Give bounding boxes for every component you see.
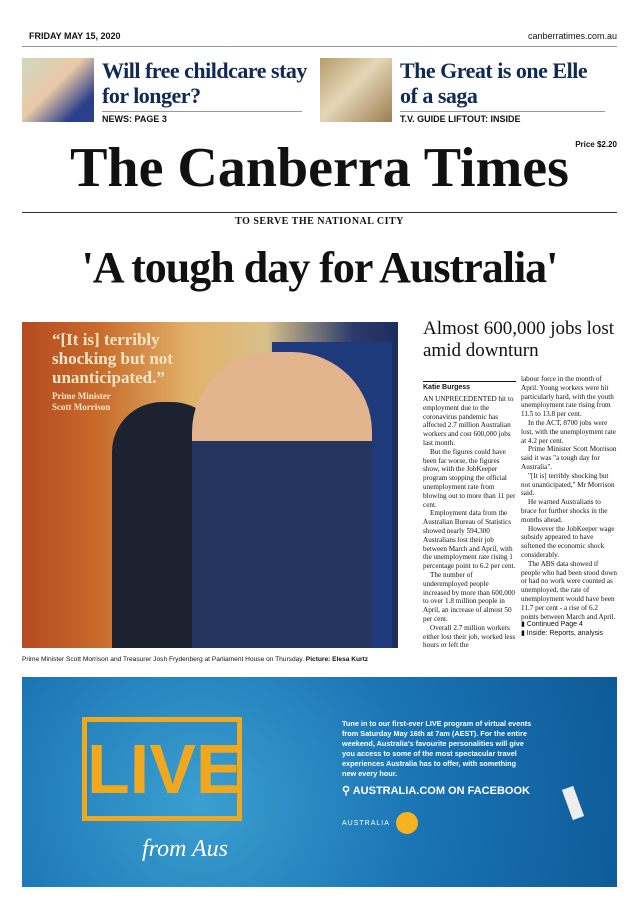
attr-name: Scott Morrison xyxy=(52,402,111,412)
photo-credit: Picture: Elesa Kurtz xyxy=(305,656,369,663)
childcare-thumbnail[interactable] xyxy=(22,58,94,122)
search-icon: ⚲ xyxy=(342,785,353,797)
lead-photo[interactable] xyxy=(22,322,398,648)
pull-quote: “[It is] terribly shocking but not unanticipated.” xyxy=(52,330,173,387)
paragraph: But the figures could have been far worse, the figures show, with the JobKeeper program stopping the official unemployment rate from blowing out to more than 11 per cent. xyxy=(423,447,516,509)
story-column-1 xyxy=(423,381,516,650)
divider xyxy=(22,46,617,47)
from-aus-script: from Aus xyxy=(142,836,229,862)
motto: TO SERVE THE NATIONAL CITY xyxy=(235,216,404,227)
paragraph: Employment data from the Australian Bureau of Statistics showed nearly 594,300 Australians lost their job between March and April, with the unemployment rate rising 1 percentage point to 6.2 per cent. xyxy=(423,509,516,571)
issue-date: FRIDAY MAY 15, 2020 xyxy=(29,31,121,41)
paragraph: "[It is] terribly shocking but not unanticipated," Mr Morrison said. xyxy=(521,471,615,498)
divider xyxy=(22,212,617,213)
paragraph: In the ACT, 8700 jobs were lost, with the unemployment rate at 4.2 per cent. xyxy=(521,418,616,445)
paragraph: The ABS data showed if people who had been stood down or had no work were counted as unemployed, the rate of unemployment would have been 11.7 per cent - a rise of 6.2 points between March and April. xyxy=(521,559,618,621)
masthead-logo: The Canberra Times xyxy=(70,137,569,199)
quote-attribution xyxy=(52,391,202,413)
ad-link[interactable] xyxy=(342,785,532,798)
teaser-headline[interactable]: The Great is one Elle of a saga xyxy=(400,58,588,108)
kangaroo-logo-icon xyxy=(396,812,418,834)
teaser-label: T.V. GUIDE LIFTOUT: INSIDE xyxy=(400,111,605,124)
story-subhead[interactable]: Almost 600,000 jobs lost amid downturn xyxy=(423,318,615,361)
byline: Katie Burgess xyxy=(423,381,516,392)
australia-brand: AUSTRALIA xyxy=(342,819,390,827)
photo-caption xyxy=(22,656,400,664)
paragraph: Overall 2.7 million workers either lost their job, worked less hours or left the xyxy=(423,623,516,650)
continued-link[interactable]: ▮ Continued Page 4 xyxy=(521,621,583,629)
teaser-label: NEWS: PAGE 3 xyxy=(102,111,302,124)
website-link[interactable]: canberratimes.com.au xyxy=(527,31,617,41)
ad-body: Tune in to our first-ever LIVE program of virtual events from Saturday May 16th at 7am (AEST). For the entire weekend, Australia's favourite personalities will give you access to some of the most spectacular travel experiences Australia has to offer, with something new every hour. xyxy=(342,719,532,778)
main-headline: 'A tough day for Australia' xyxy=(81,243,558,292)
paragraph: labour force in the month of April. Young workers were hit particularly hard, with the youth unemployment rate rising from 11.5 to 13.8 per cent. xyxy=(521,375,614,419)
paragraph: However the JobKeeper wage subsidy appeared to have softened the economic shock considerably. xyxy=(521,524,615,559)
caption-text: Prime Minister Scott Morrison and Treasurer Josh Frydenberg at Parliament House on Thursday. xyxy=(22,656,304,663)
ad-link-text: AUSTRALIA.COM ON FACEBOOK xyxy=(352,785,530,797)
paragraph: The number of underemployed people increased by more than 600,000 to over 1.8 million people in April, an increase of almost 50 per cent. xyxy=(423,570,516,623)
inside-link[interactable]: ▮ Inside: Reports, analysis xyxy=(521,630,604,638)
price: Price $2.20 xyxy=(575,140,617,149)
quote-box xyxy=(52,330,202,413)
tourism-advertisement[interactable] xyxy=(22,677,617,887)
live-logo: LIVE xyxy=(82,717,242,821)
the-great-thumbnail[interactable] xyxy=(320,58,392,122)
paragraph: AN UNPRECEDENTED hit to employment due to the coronavirus pandemic has affected 2.7 million Australian workers and cost 600,000 jobs last month. xyxy=(423,395,514,447)
morrison-figure xyxy=(192,352,372,648)
paragraph: He warned Australians to brace for further shocks in the months ahead. xyxy=(521,498,608,524)
ad-copy xyxy=(342,719,532,834)
attr-role: Prime Minister xyxy=(52,391,111,401)
boat xyxy=(562,786,584,820)
paragraph: Prime Minister Scott Morrison said it was "a tough day for Australia". xyxy=(521,445,617,471)
teaser-headline[interactable]: Will free childcare stay for longer? xyxy=(102,58,307,108)
story-column-2 xyxy=(521,375,617,639)
